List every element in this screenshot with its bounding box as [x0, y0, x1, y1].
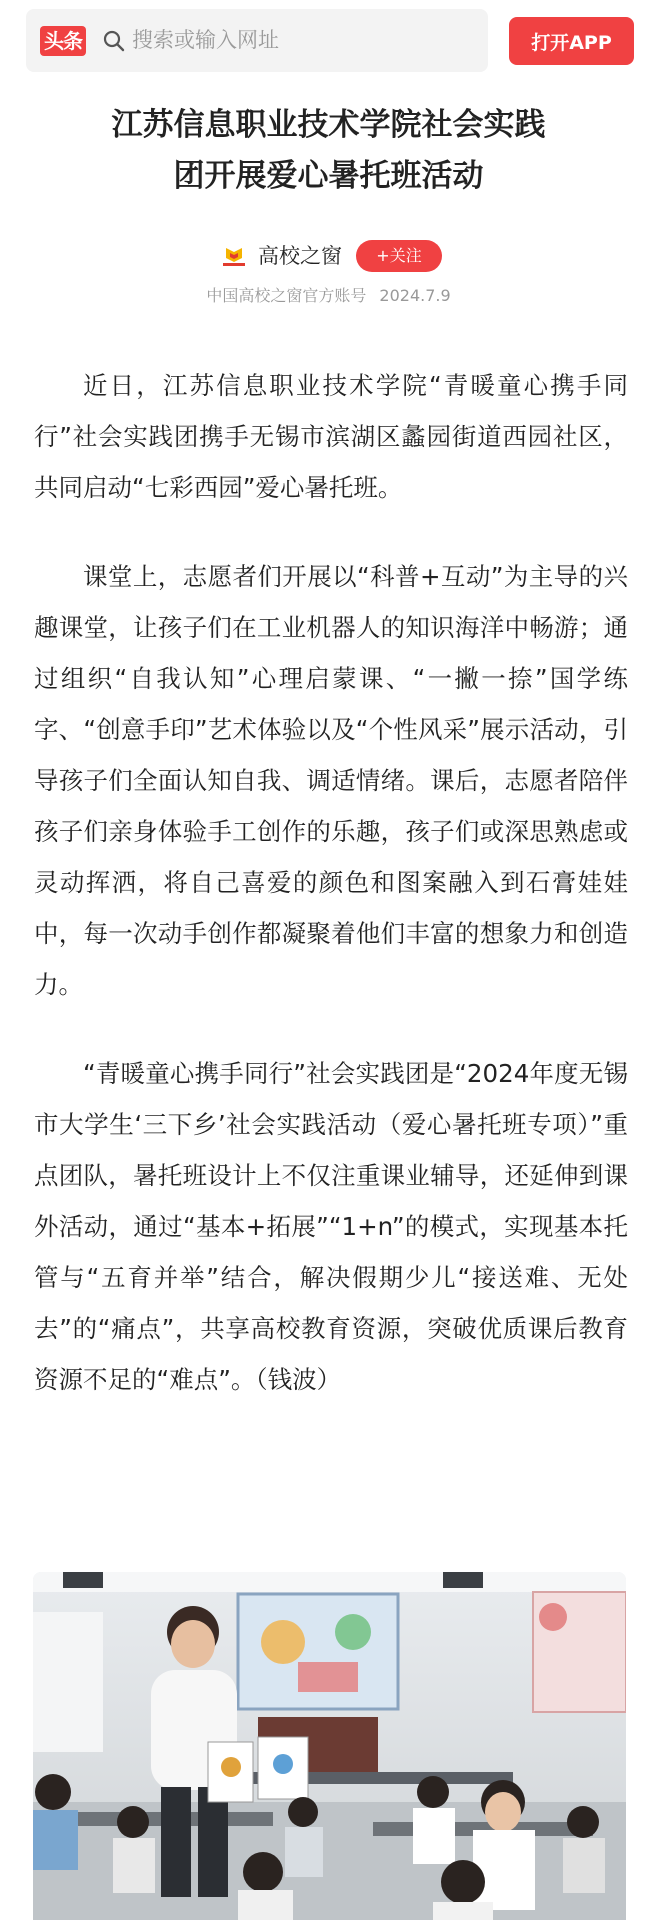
paragraph-1: 近日，江苏信息职业技术学院“青暖童心携手同行”社会实践团携手无锡市滨湖区蠡园街道西园社区，共同启动“七彩西园”爱心暑托班。	[34, 371, 628, 502]
classroom-photo-image	[33, 1572, 626, 1920]
article-title	[40, 100, 617, 202]
author-logo-icon[interactable]	[220, 244, 248, 268]
article-date: 2024.7.9	[379, 286, 451, 305]
top-bar	[0, 0, 657, 80]
article-body	[34, 360, 628, 1443]
title-line-2: 团开展爱心暑托班活动	[173, 158, 484, 194]
article-photo[interactable]	[33, 1572, 626, 1920]
search-box[interactable]	[26, 9, 488, 72]
article-meta	[0, 284, 657, 308]
title-line-1: 江苏信息职业技术学院社会实践	[111, 107, 546, 143]
author-row	[0, 236, 657, 276]
search-input[interactable]	[132, 19, 472, 61]
author-name[interactable]: 高校之窗	[258, 244, 342, 268]
follow-button[interactable]: +关注	[356, 240, 442, 272]
open-app-button[interactable]: 打开APP	[509, 17, 634, 65]
article-source: 中国高校之窗官方账号	[206, 286, 367, 305]
paragraph-2: 课堂上，志愿者们开展以“科普+互动”为主导的兴趣课堂，让孩子们在工业机器人的知识海洋中畅游；通过组织“自我认知”心理启蒙课、“一撇一捺”国学练字、“创意手印”艺术体验以及“个性风采”展示活动，引导孩子们全面认知自我、调适情绪。课后，志愿者陪伴孩子们亲身体验手工创作的乐趣，孩子们或深思熟虑或灵动挥洒，将自己喜爱的颜色和图案融入到石膏娃娃中，每一次动手创作都凝聚着他们丰富的想象力和创造力。	[34, 562, 628, 999]
paragraph-3: “青暖童心携手同行”社会实践团是“2024年度无锡市大学生‘三下乡’社会实践活动（爱心暑托班专项）”重点团队，暑托班设计上不仅注重课业辅导，还延伸到课外活动，通过“基本+拓展”“1+n”的模式，实现基本托管与“五育并举”结合，解决假期少儿“接送难、无处去”的“痛点”，共享高校教育资源，突破优质课后教育资源不足的“难点”。（钱波）	[34, 1059, 628, 1394]
search-icon	[102, 29, 126, 53]
toutiao-logo[interactable]: 头条	[40, 26, 86, 56]
